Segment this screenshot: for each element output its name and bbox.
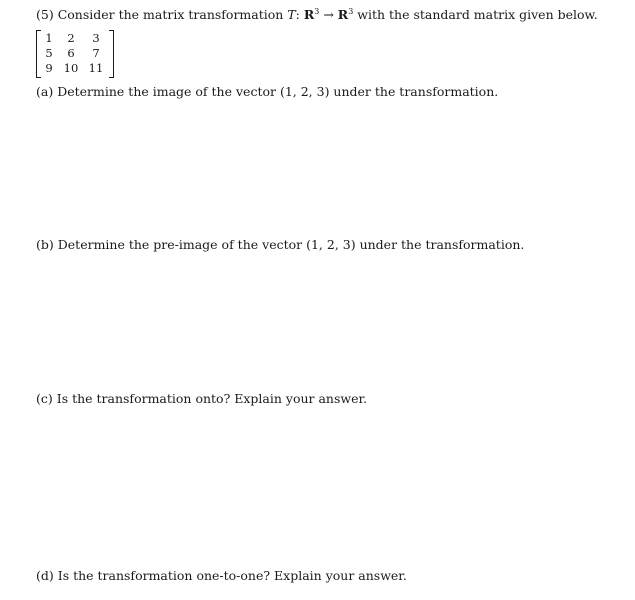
question-a xyxy=(36,84,498,100)
question-d xyxy=(36,568,407,584)
question-text: Determine the pre-image of the vector (1, 2, 3) under the transformation. xyxy=(57,237,525,252)
matrix-row xyxy=(36,31,114,46)
arrow-symbol: → xyxy=(323,7,334,22)
question-text: Determine the image of the vector (1, 2, 3) under the transformation. xyxy=(57,84,499,99)
question-label: (a) xyxy=(36,84,54,99)
question-label: (d) xyxy=(36,568,54,583)
standard-matrix xyxy=(36,30,114,76)
domain-exponent: 3 xyxy=(314,6,320,16)
question-b xyxy=(36,237,524,253)
matrix-cell: 2 xyxy=(67,31,75,45)
matrix-cell: 6 xyxy=(67,46,75,60)
problem-number: (5) xyxy=(36,7,54,22)
domain-symbol: R xyxy=(303,7,315,22)
question-c xyxy=(36,391,367,407)
colon: : xyxy=(295,7,300,22)
matrix-cell: 1 xyxy=(45,31,53,45)
question-label: (b) xyxy=(36,237,54,252)
matrix-cell: 3 xyxy=(92,31,100,45)
question-label: (c) xyxy=(36,391,53,406)
matrix-row xyxy=(36,61,114,76)
transformation-symbol: T xyxy=(287,7,296,22)
problem-intro: Consider the matrix transformation xyxy=(57,7,284,22)
question-text: Is the transformation one-to-one? Explain your answer. xyxy=(57,568,407,583)
codomain-symbol: R xyxy=(337,7,349,22)
matrix-cell: 7 xyxy=(92,46,100,60)
matrix-cell: 9 xyxy=(45,61,53,75)
matrix-cell: 11 xyxy=(88,61,104,75)
codomain-exponent: 3 xyxy=(348,6,354,16)
problem-statement xyxy=(36,7,598,23)
matrix-cell: 5 xyxy=(45,46,53,60)
matrix-row xyxy=(36,46,114,61)
problem-intro-end: with the standard matrix given below. xyxy=(357,7,598,22)
matrix-cell: 10 xyxy=(63,61,79,75)
question-text: Is the transformation onto? Explain your answer. xyxy=(56,391,368,406)
